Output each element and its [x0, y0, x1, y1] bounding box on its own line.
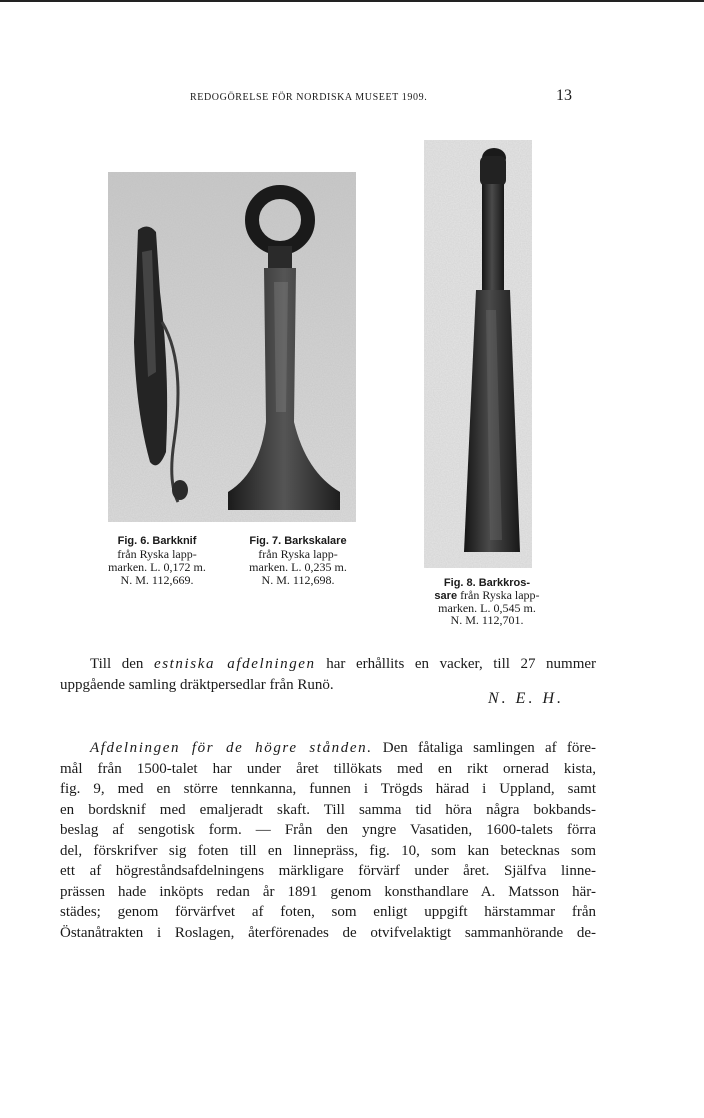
department-name: Afdelningen för de högre stånden.: [90, 740, 373, 756]
text-line: [60, 740, 596, 761]
fig-7-line: från Ryska lapp-: [258, 547, 338, 561]
text-run: Till den: [90, 656, 144, 672]
caption-fig-7: [228, 534, 368, 587]
department-name: estniska afdelningen: [153, 656, 316, 672]
text-line: [60, 656, 596, 677]
fig-8-title: Barkkros-: [478, 577, 531, 589]
text-line: en bordsknif med emaljeradt skaft. Till samma tid höra några bokbands-: [60, 801, 596, 818]
photo-bark-pestle: [424, 140, 532, 568]
fig-7-line: marken. L. 0,235 m.: [249, 560, 347, 574]
fig-8-line: sare: [434, 590, 458, 602]
text-line: Östanåtrakten i Roslagen, återförenades de otvifvelaktigt sammanhörande de-: [60, 924, 596, 941]
fig-6-line: från Ryska lapp-: [117, 547, 197, 561]
fig-7-line: N. M. 112,698.: [261, 573, 335, 587]
caption-fig-6: [92, 534, 222, 587]
text-run: Den fåtaliga samlingen af före-: [382, 740, 597, 756]
text-line: ett af högreståndsafdelningens märkligare förvärf under året. Själfva linne-: [60, 863, 596, 879]
author-signature: N. E. H.: [488, 690, 564, 707]
text-line: städes; genom förvärfvet af foten, som enligt uppgift härstammar från: [60, 904, 596, 920]
text-run: har erhållits en vacker, till 27 nummer: [326, 656, 597, 672]
fig-8-label: Fig. 8.: [443, 577, 476, 589]
text-line: fig. 9, med en större tennkanna, funnen i Trögds härad i Uppland, samt: [60, 781, 596, 797]
page-number: 13: [556, 87, 572, 104]
fig-6-label: Fig. 6.: [117, 535, 150, 547]
top-border-line: [0, 0, 704, 2]
paragraph-upper-classes-department: [60, 740, 596, 945]
text-line: prässen hade inköpts redan år 1891 genom konsthandlare A. Matsson här-: [60, 883, 596, 900]
caption-fig-8: [416, 576, 558, 626]
fig-6-line: N. M. 112,669.: [120, 573, 194, 587]
fig-6-title: Barkknif: [152, 535, 197, 547]
text-line: del, förskrifver sig foten till en linnepräss, fig. 10, som kan betecknas som: [60, 842, 596, 859]
fig-8-line: marken. L. 0,545 m.: [438, 601, 536, 615]
fig-8-line: N. M. 112,701.: [450, 613, 524, 627]
fig-7-title: Barkskalare: [284, 535, 347, 547]
running-head: REDOGÖRELSE FÖR NORDISKA MUSEET 1909.: [190, 92, 428, 103]
photo-bark-tools: [108, 172, 356, 522]
text-line: beslag af sengotisk form. — Från den yngre Vasatiden, 1600-talets förra: [60, 822, 596, 838]
fig-6-line: marken. L. 0,172 m.: [108, 560, 206, 574]
text-line: uppgående samling dräktpersedlar från Runö.: [60, 676, 334, 693]
fig-7-label: Fig. 7.: [249, 535, 282, 547]
text-line: mål från 1500-talet har under året tillökats med en rikt ornerad kista,: [60, 760, 596, 777]
fig-8-line: från Ryska lapp-: [460, 588, 540, 602]
